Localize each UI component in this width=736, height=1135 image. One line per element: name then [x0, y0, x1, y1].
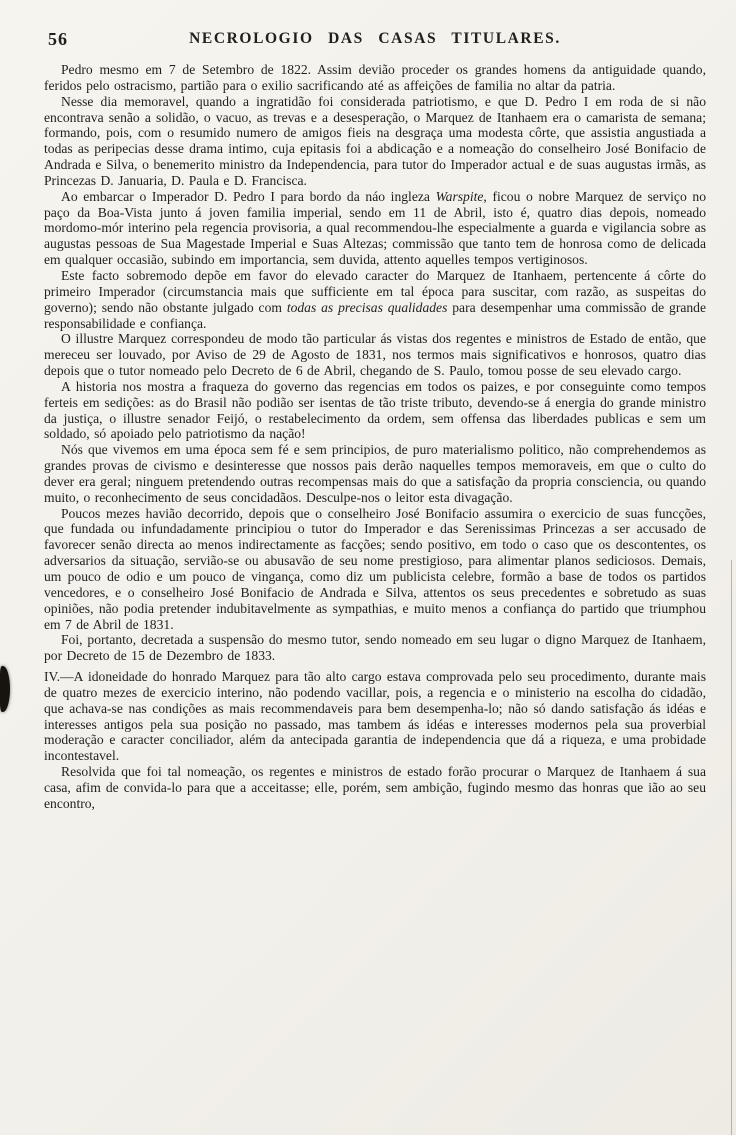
- text-segment: , ficou o nobre Marquez de serviço no paço da Boa-Vista junto á joven familia imperial, sendo em 11 de Abril, isto é, quatro dias depois, nomeado mordomo-mór interino pela regencia provisoria, a qual recommendou-lhe especialmente a guarda e vigilancia sobre as augustas pessoas de Sua Magestade Imperial e Suas Altezas; commissão que tanto tem de honrosa como de delicada em qualquer occasião, subindo em importancia, sem duvida, attento aquelles tempos vertiginosos.: [44, 188, 706, 268]
- paragraph: [44, 506, 706, 633]
- text-body: [44, 62, 706, 812]
- running-title: NECROLOGIO DAS CASAS TITULARES.: [189, 30, 561, 47]
- text-segment: para desempenhar uma commissão de grande responsabilidade e confiança.: [44, 299, 707, 331]
- text-segment: Foi, portanto, decretada a suspensão do mesmo tutor, sendo nomeado em seu lugar o digno Marquez de Itanhaem, por Decreto de 15 de Dezembro de 1833.: [44, 632, 706, 664]
- text-segment: Nós que vivemos em uma época sem fé e sem principios, de puro materialismo politico, não comprehendemos as grandes provas de civismo e desinteresse que nossos pais derão naquelles tempos memoraveis, em que o culto do dever era geral; ninguem pretendendo outras recompensas mais do que a satisfação da propria consciencia, ou quando muito, o reconhecimento de seus concidadãos. Desculpe-nos o leitor esta divagação.: [44, 442, 706, 505]
- ink-smudge-artifact: [0, 666, 10, 712]
- paragraph: [44, 62, 706, 94]
- italic-text-segment: Warspite: [435, 188, 484, 204]
- text-segment: Pedro mesmo em 7 de Setembro de 1822. Assim devião proceder os grandes homens da antiguidade quando, feridos pelo ostracismo, partião para o exilio sacrificando até as affeições de familia no altar da patria.: [44, 62, 706, 93]
- paragraph: [44, 189, 706, 268]
- page-edge-shadow: [731, 560, 732, 1135]
- paragraph: [44, 268, 706, 331]
- paragraph: [44, 764, 706, 812]
- text-segment: Nesse dia memoravel, quando a ingratidão foi considerada patriotismo, e que D. Pedro I em roda de si não encontrava senão a solidão, o vacuo, as trevas e a desesperação, o Marquez de Itanhaem era o camarista de semana; formando, pois, com o resumido numero de amigos fieis na desgraça uma modesta côrte, que assistia angustiada a todas as peripecias desse drama intimo, cuja epitasis foi a abdicação e a nomeação do conselheiro José Bonifacio de Andrada e Silva, o benemerito ministro da Independencia, para tutor do Imperador actual e de suas augustas irmãs, as Princezas D. Januaria, D. Paula e D. Francisca.: [44, 93, 706, 188]
- text-segment: Ao embarcar o Imperador D. Pedro I para bordo da náo ingleza: [61, 188, 436, 204]
- paragraph: [44, 632, 706, 664]
- paragraph: [44, 442, 706, 505]
- text-segment: A historia nos mostra a fraqueza do governo das regencias em todos os paizes, e por conseguinte como tempos ferteis em sedições: as do Brasil não podião ser isentas de tão triste tributo, devendo-se á energia do grande ministro da justiça, o illustre senador Feijó, o restabelecimento da ordem, sem offensa das liberdades publicas e sem um soldado, só apoiado pelo patriotismo da nação!: [44, 378, 706, 442]
- text-segment: Este facto sobremodo depõe em favor do elevado caracter do Marquez de Itanhaem, pertencente á côrte do primeiro Imperador (circumstancia mais que sufficiente em tal época para suscitar, com razão, as suspeitas do governo); sendo não obstante julgado com: [44, 267, 706, 315]
- text-segment: Poucos mezes havião decorrido, depois que o conselheiro José Bonifacio assumira o exercicio de suas funcções, que fundada ou infundadamente principiou o tutor do Imperador e das Serenissimas Princezas a ser accusado de favorecer senão directa ao menos indirectamente as facções; sendo positivo, em todo o caso que os descontentes, os adversarios da situação, servião-se ou abusavão de seu nome prestigioso, para alimentar planos sediciosos. Demais, um pouco de odio e um pouco de vingança, como diz um publicista celebre, formão a base de todos os partidos vencedores, e o conselheiro José Bonifacio de Andrada e Silva, attentos os seus precedentes e sobretudo as suas opiniões, não podia pretender indubitavelmente as sympathias, e muito menos a confiança do partido que triumphou em 7 de Abril de 1831.: [44, 505, 706, 632]
- page-header: [44, 28, 706, 54]
- page-number: 56: [48, 29, 68, 49]
- text-segment: IV.—A idoneidade do honrado Marquez para tão alto cargo estava comprovada pelo seu procedimento, durante mais de quatro mezes de exercicio interino, não podendo vacillar, pois, a regencia e o ministerio na escolha do cidadão, que achava-se nas condições as mais recommendaveis para bem desempenha-lo; não só dando satisfação ás idéas e interesses antigos pela sua posição no passado, mas tambem ás idéas e interesses modernos pela sua proverbial moderação e caracter conciliador, além da antecipada garantia de independencia que dá a riqueza, e uma probidade incontestavel.: [44, 669, 706, 764]
- paragraph: [44, 379, 706, 442]
- text-segment: O illustre Marquez correspondeu de modo tão particular ás vistas dos regentes e ministros de Estado de então, que mereceu ser louvado, por Aviso de 29 de Agosto de 1831, nos termos mais significativos e honrosos, quatro dias depois que o tutor nomeado pelo Decreto de 6 de Abril, chegando de S. Paulo, tomou posse de seu elevado cargo.: [44, 331, 706, 379]
- paragraph: [44, 94, 706, 189]
- italic-text-segment: todas as precisas qualidades: [286, 299, 448, 315]
- paragraph: [44, 331, 706, 379]
- paragraph: [44, 669, 706, 764]
- text-segment: Resolvida que foi tal nomeação, os regentes e ministros de estado forão procurar o Marquez de Itanhaem á sua casa, afim de convida-lo para que a acceitasse; elle, porém, sem ambição, fugindo mesmo das honras que ião ao seu encontro,: [44, 764, 706, 811]
